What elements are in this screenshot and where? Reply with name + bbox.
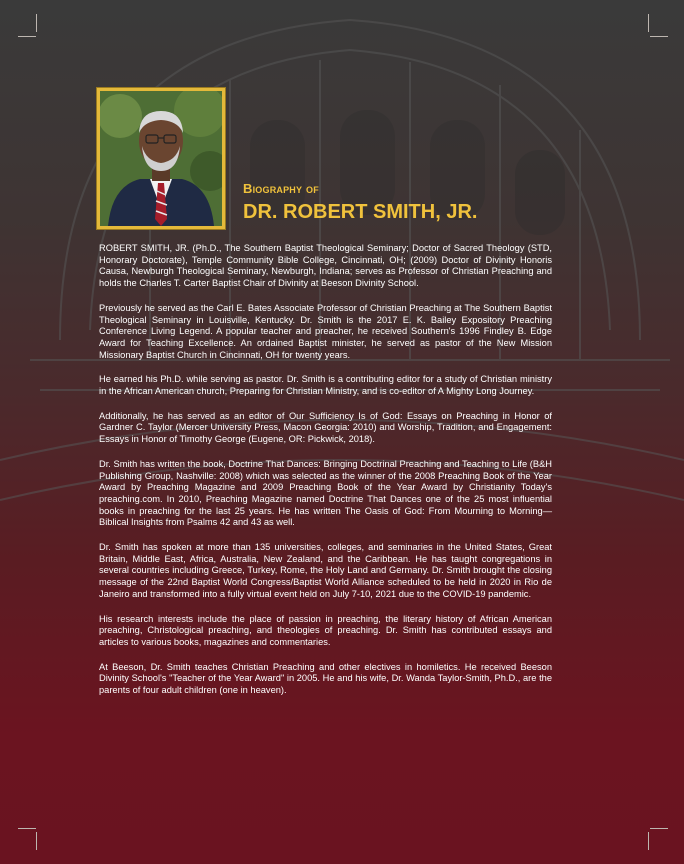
crop-mark-tl-h xyxy=(18,36,36,37)
crop-mark-bl-v xyxy=(36,832,37,850)
biography-body xyxy=(99,243,552,710)
bio-paragraph-7: His research interests include the place of passion in preaching, the literary history of African American preaching, Christological preaching, and theologies of preaching. Dr. Smith has contributed essays and articles to various books, magazines and commentaries. xyxy=(99,613,552,647)
crop-mark-bl-h xyxy=(18,828,36,829)
crop-mark-tr-v xyxy=(648,14,649,32)
bio-paragraph-2: Previously he served as the Carl E. Bates Associate Professor of Christian Preaching at The Southern Baptist Theological Seminary in Louisville, Kentucky. Dr. Smith is the 2017 E. K. Bailey Expository Preaching Conference Living Legend. A popular teacher and preacher, he received Southern's 1996 Findley B. Edge Award for Teaching Excellence. An ordained Baptist minister, he served as pastor of the New Mission Missionary Baptist Church in Cincinnati, OH for twenty years. xyxy=(99,302,552,360)
portrait-illustration xyxy=(100,91,222,226)
bio-paragraph-1: ROBERT SMITH, JR. (Ph.D., The Southern Baptist Theological Seminary; Doctor of Sacred Theology (STD, Honorary Doctorate), Temple Community Bible College, Cincinnati, OH; (2009) Doctor of Divinity Honoris Causa, Newburgh Theological Seminary, Newburgh, Indiana; serves as Professor of Christian Preaching and holds the Charles T. Carter Baptist Chair of Divinity at Beeson Divinity School. xyxy=(99,243,552,289)
bio-paragraph-5: Dr. Smith has written the book, Doctrine That Dances: Bringing Doctrinal Preaching and Teaching to Life (B&H Publishing Group, Nashville: 2008) which was selected as the winner of the 2008 Preaching Book of the Year Award by Preaching Magazine and 2009 Preaching Book of the Year Award by Christianity Today's preaching.com. In 2010, Preaching Magazine named Doctrine That Dances one of the 25 most influential books in preaching for the last 25 years. He has written The Oasis of God: From Mourning to Morning—Biblical Insights from Psalms 42 and 43 as well. xyxy=(99,458,552,528)
biography-name: DR. ROBERT SMITH, JR. xyxy=(243,201,478,223)
crop-mark-br-v xyxy=(648,832,649,850)
crop-mark-tr-h xyxy=(650,36,668,37)
bio-paragraph-4: Additionally, he has served as an editor of Our Sufficiency Is of God: Essays on Preaching in Honor of Gardner C. Taylor (Mercer University Press, Macon Georgia: 2010) and Worship, Tradition, and Engagement: Essays in Honor of Timothy George (Eugene, OR: Pickwick, 2018). xyxy=(99,410,552,445)
crop-mark-tl-v xyxy=(36,14,37,32)
biography-title-block xyxy=(243,180,477,224)
bio-paragraph-6: Dr. Smith has spoken at more than 135 universities, colleges, and seminaries in the United States, Great Britain, Middle East, Africa, Australia, New Zealand, and the Caribbean. He has taught congregations in several countries including Greece, Turkey, Rome, the Holy Land and Germany. Dr. Smith brought the closing message of the 22nd Baptist World Congress/Baptist World Alliance scheduled to be held in 2020 in Rio de Janeiro and transformed into a fully virtual event held on July 7-10, 2021 due to the COVID-19 pandemic. xyxy=(99,542,552,599)
bio-paragraph-8: At Beeson, Dr. Smith teaches Christian Preaching and other electives in homiletics. He received Beeson Divinity School's "Teacher of the Year Award" in 2005. He and his wife, Dr. Wanda Taylor-Smith, Ph.D., are the parents of four adult children (one in heaven). xyxy=(99,661,552,696)
crop-mark-br-h xyxy=(650,828,668,829)
bio-paragraph-3: He earned his Ph.D. while serving as pastor. Dr. Smith is a contributing editor for a study of Christian ministry in the African American church, Preparing for Christian Ministry, and is co-editor of A Mighty Long Journey. xyxy=(99,374,552,397)
biography-label: Biography of xyxy=(243,181,319,196)
portrait-photo xyxy=(97,88,225,229)
